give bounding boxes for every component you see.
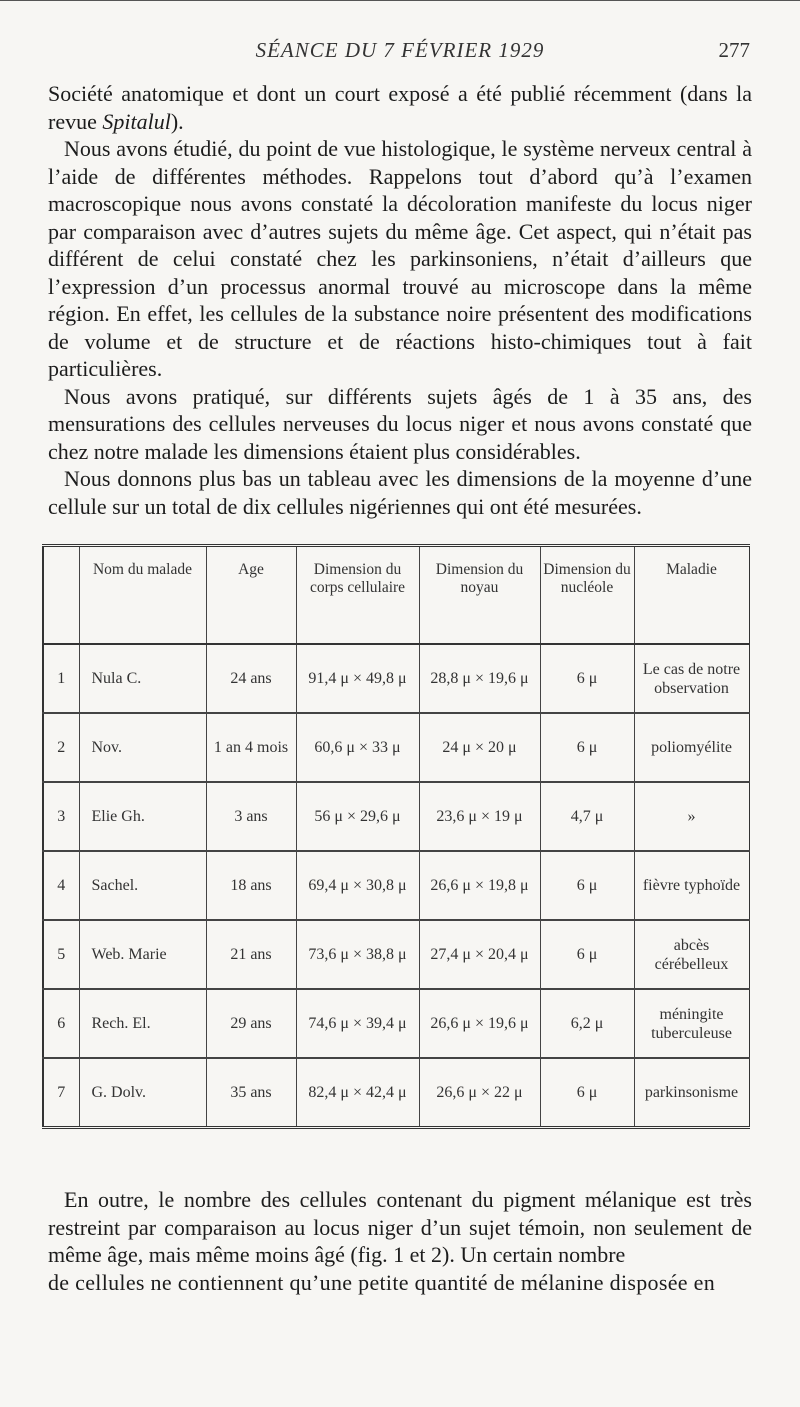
header-name: Nom du malade xyxy=(79,546,206,645)
cell-disease: poliomyélite xyxy=(634,713,749,782)
table-row xyxy=(43,851,749,920)
header-cell-body: Dimension du corps cellulaire xyxy=(296,546,419,645)
cell-cell-body: 73,6 μ × 38,8 μ xyxy=(296,920,419,989)
cell-cell-body: 60,6 μ × 33 μ xyxy=(296,713,419,782)
cell-disease: abcès cérébelleux xyxy=(634,920,749,989)
page-header xyxy=(50,38,750,68)
cell-age: 24 ans xyxy=(206,644,296,713)
body-text-top xyxy=(48,80,752,520)
cell-nucleus: 26,6 μ × 19,8 μ xyxy=(419,851,540,920)
cell-nucleolus: 6 μ xyxy=(540,644,634,713)
cell-age: 1 an 4 mois xyxy=(206,713,296,782)
cell-number: 6 xyxy=(43,989,79,1058)
cell-nucleus: 27,4 μ × 20,4 μ xyxy=(419,920,540,989)
paragraph-6: de cellules ne contiennent qu’une petite quantité de mélanine disposée en xyxy=(48,1269,715,1295)
page-number: 277 xyxy=(718,38,750,62)
table-row xyxy=(43,713,749,782)
cell-nucleolus: 6,2 μ xyxy=(540,989,634,1058)
cell-nucleolus: 6 μ xyxy=(540,713,634,782)
cell-disease: fièvre typhoïde xyxy=(634,851,749,920)
journal-name: Spitalul xyxy=(102,108,171,134)
table-row xyxy=(43,782,749,851)
cell-nucleus: 28,8 μ × 19,6 μ xyxy=(419,644,540,713)
table-row xyxy=(43,644,749,713)
cell-name: Rech. El. xyxy=(79,989,206,1058)
cell-name: Nula C. xyxy=(79,644,206,713)
paragraph-3: Nous avons pratiqué, sur différents sujets âgés de 1 à 35 ans, des mensurations des cellules nerveuses du locus niger et nous avons constaté que chez notre malade les dimensions étaient plus considérables. xyxy=(48,383,752,464)
cell-cell-body: 74,6 μ × 39,4 μ xyxy=(296,989,419,1058)
table-row xyxy=(43,920,749,989)
cell-name: Web. Marie xyxy=(79,920,206,989)
cell-name: Elie Gh. xyxy=(79,782,206,851)
cell-name: G. Dolv. xyxy=(79,1058,206,1128)
cell-number: 4 xyxy=(43,851,79,920)
cell-nucleus: 23,6 μ × 19 μ xyxy=(419,782,540,851)
table-header-row xyxy=(43,546,749,645)
cell-number: 3 xyxy=(43,782,79,851)
cell-disease: méningite tuberculeuse xyxy=(634,989,749,1058)
cell-age: 29 ans xyxy=(206,989,296,1058)
top-rule xyxy=(0,0,800,1)
cell-disease: parkinsonisme xyxy=(634,1058,749,1128)
header-age: Age xyxy=(206,546,296,645)
header-nucleus: Dimension du noyau xyxy=(419,546,540,645)
paragraph-4: Nous donnons plus bas un tableau avec les dimensions de la moyenne d’une cellule sur un total de dix cellules nigériennes qui ont été mesurées. xyxy=(48,466,752,519)
table-row xyxy=(43,1058,749,1128)
cell-name: Sachel. xyxy=(79,851,206,920)
cell-measurements-table xyxy=(42,544,750,1129)
cell-age: 35 ans xyxy=(206,1058,296,1128)
cell-nucleolus: 6 μ xyxy=(540,851,634,920)
paragraph-1: Société anatomique et dont un court exposé a été publié récemment (dans la revue Spitalul). xyxy=(48,81,752,134)
cell-cell-body: 56 μ × 29,6 μ xyxy=(296,782,419,851)
header-disease: Maladie xyxy=(634,546,749,645)
cell-nucleolus: 6 μ xyxy=(540,920,634,989)
cell-age: 3 ans xyxy=(206,782,296,851)
table-row xyxy=(43,989,749,1058)
cell-number: 2 xyxy=(43,713,79,782)
body-text-bottom xyxy=(48,1186,752,1296)
cell-nucleus: 24 μ × 20 μ xyxy=(419,713,540,782)
cell-cell-body: 91,4 μ × 49,8 μ xyxy=(296,644,419,713)
cell-cell-body: 69,4 μ × 30,8 μ xyxy=(296,851,419,920)
running-title: SÉANCE DU 7 FÉVRIER 1929 xyxy=(255,38,545,62)
cell-disease: Le cas de notre observation xyxy=(634,644,749,713)
cell-number: 5 xyxy=(43,920,79,989)
cell-cell-body: 82,4 μ × 42,4 μ xyxy=(296,1058,419,1128)
cell-nucleolus: 6 μ xyxy=(540,1058,634,1128)
cell-nucleus: 26,6 μ × 19,6 μ xyxy=(419,989,540,1058)
cell-number: 1 xyxy=(43,644,79,713)
cell-disease: » xyxy=(634,782,749,851)
paragraph-2: Nous avons étudié, du point de vue histologique, le système nerveux central à l’aide de différentes méthodes. Rappelons tout d’abord qu’à l’examen macroscopique nous avons constaté la décoloration manifeste du locus niger par comparaison avec d’autres sujets du même âge. Cet aspect, qui n’était pas différent de celui constaté chez les parkinsoniens, n’était d’ailleurs que l’expression d’un processus anormal trouvé au microscope dans la même région. En effet, les cellules de la substance noire présentent des modifications de volume et de structure et de réactions histo-chimiques tout à fait particulières. xyxy=(48,136,752,381)
paragraph-5: En outre, le nombre des cellules contenant du pigment mélanique est très restreint par comparaison au locus niger d’un sujet témoin, non seulement de même âge, mais même moins âgé (fig. 1 et 2). Un certain nombre xyxy=(48,1187,752,1267)
cell-age: 18 ans xyxy=(206,851,296,920)
cell-name: Nov. xyxy=(79,713,206,782)
cell-nucleus: 26,6 μ × 22 μ xyxy=(419,1058,540,1128)
table-body xyxy=(43,644,749,1128)
cell-number: 7 xyxy=(57,1084,66,1101)
cell-nucleolus: 4,7 μ xyxy=(540,782,634,851)
header-number xyxy=(43,546,79,645)
cell-age: 21 ans xyxy=(206,920,296,989)
header-nucleolus: Dimension du nucléole xyxy=(540,546,634,645)
